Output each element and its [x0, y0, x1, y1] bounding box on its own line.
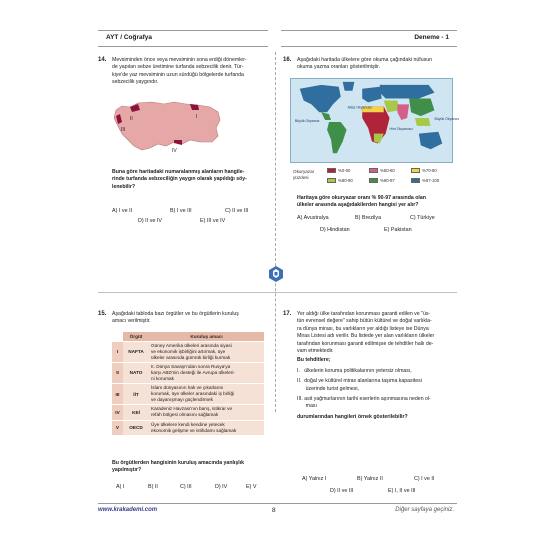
q15-option-b[interactable]: B) II	[148, 484, 158, 490]
organization-purpose	[149, 420, 264, 435]
q16-option-c[interactable]: C) Türkiye	[410, 215, 435, 221]
q16-question-line: ülkeler arasında aşağıdakilerden hangisi yer alır?	[297, 202, 419, 209]
next-page-note: Diğer sayfaya geçiniz.	[395, 507, 454, 513]
q14-option-a[interactable]: A) I ve II	[112, 208, 133, 214]
table-row	[112, 405, 264, 420]
q17-item-i: I. ülkelerin koruma politikalarının yetersiz olması,	[297, 367, 412, 374]
q15-option-a[interactable]: A) I	[116, 484, 125, 490]
legend-label: %90-97	[380, 178, 395, 183]
legend-swatch	[411, 178, 420, 183]
purpose-line: Karadeniz Havzası'nın barış, istikrar ve	[151, 406, 233, 412]
q17-line: vam etmektedir.	[297, 348, 334, 355]
table-row	[112, 341, 264, 362]
organizations-table	[112, 332, 264, 435]
ocean-label-indian: Hint Okyanusu	[389, 126, 413, 131]
purpose-line: korumak, üye ülkeler arasındaki iş birliği	[151, 391, 235, 397]
q17-number: 17.	[283, 311, 292, 317]
map-label-i: I	[196, 114, 198, 120]
q14-option-c[interactable]: C) II ve III	[225, 208, 249, 214]
q16-option-d[interactable]: D) Hindistan	[320, 227, 350, 233]
middle-east	[384, 100, 400, 112]
q15-line: amacı verilmiştir.	[112, 318, 151, 325]
q15-line: Aşağıdaki tabloda bazı örgütler ve bu örgütlerin kuruluş	[112, 311, 239, 317]
q17-line: ra dünya mirası, bu varlıkların yer aldığı listeye ise Dünya	[297, 325, 429, 332]
legend-item	[327, 178, 353, 183]
south-america	[327, 122, 347, 153]
purpose-line: İslam dünyasının hak ve çıkarlarını	[151, 385, 224, 391]
row-number: III	[112, 384, 123, 405]
legend-swatch	[369, 178, 378, 183]
purpose-line: Güney Amerika ülkeleri arasında siyasi	[151, 342, 232, 348]
legend-swatch	[369, 168, 378, 173]
column-divider	[275, 52, 276, 412]
q17-option-a[interactable]: A) Yalnız I	[302, 476, 327, 482]
exam-title: Deneme - 1	[414, 34, 449, 41]
q17-item-ii-cont: üzerinde turist gelmesi,	[297, 385, 359, 392]
q17-item-iii: III. asit yağmurlarının tarihi eserlerin aşınmasına neden ol-	[297, 396, 431, 403]
purpose-line: Üye ülkelere kendi kendine yetecek	[151, 421, 225, 427]
table-header-blank	[112, 332, 123, 341]
legend-label: %97-100	[422, 178, 440, 183]
ocean-label-pacific-west: Büyük Okyanus	[294, 118, 320, 123]
map-label-iii: III	[121, 127, 126, 133]
footer-website[interactable]: www.krakademi.com	[98, 507, 158, 513]
q17-line: Miras Listesi adı verilir. Bu listede yer alan varlıkların ülkeler	[297, 333, 435, 340]
legend-item	[411, 168, 437, 173]
q17-question: durumlarından hangileri örnek gösterilebilir?	[297, 413, 408, 420]
table-header-row	[112, 332, 264, 341]
legend-label: %70-80	[422, 168, 437, 173]
q14-option-d[interactable]: D) II ve IV	[138, 218, 162, 224]
table-row	[112, 362, 264, 383]
q16-line: okuma yazma oranları gösterilmiştir.	[297, 64, 381, 71]
turkey-outline	[114, 102, 220, 150]
legend-label: %80-90	[338, 178, 353, 183]
q17-option-e[interactable]: E) I, II ve III	[388, 488, 416, 494]
publisher-logo-icon	[269, 266, 283, 282]
central-america	[321, 112, 331, 120]
legend-label: %50-60	[380, 168, 395, 173]
table-header-organization: Örgüt	[123, 332, 149, 341]
q15-question-line: Bu örgütlerden hangisinin kuruluş amacında yanlışlık	[112, 460, 245, 466]
legend-item	[411, 178, 439, 183]
legend-swatch	[411, 168, 420, 173]
region-iv	[174, 140, 182, 145]
q16-option-a[interactable]: A) Avustralya	[297, 215, 329, 221]
organization-name: OECD	[123, 420, 149, 435]
southeast-asia	[415, 118, 431, 126]
purpose-line: II. Dünya Savaşı'ndan sonra Rusya'ya	[151, 363, 231, 369]
row-number: II	[112, 362, 123, 383]
q15-question	[112, 460, 270, 475]
legend-item	[369, 168, 395, 173]
q16-option-e[interactable]: E) Pakistan	[384, 227, 412, 233]
q17-line: tarafından korunması garanti edilmişse de tehditler haliı de-	[297, 340, 434, 347]
organization-name: KEİ	[123, 405, 149, 420]
europe	[362, 87, 382, 103]
russia	[380, 85, 435, 99]
q17-option-b[interactable]: B) Yalnız II	[357, 476, 383, 482]
q14-option-e[interactable]: E) III ve IV	[200, 218, 226, 224]
q17-item-ii: II. doğal ve kültürel miras alanlarına taşıma kapasitesi	[297, 378, 422, 385]
organization-name: NAFTA	[123, 341, 149, 362]
map-legend	[293, 168, 453, 190]
q15-option-c[interactable]: C) III	[180, 484, 192, 490]
q17-line: Yer aldığı ülke tarafından korunması garanti edilen ve "üs-	[297, 311, 431, 317]
q17-line: tün evrensel değere" sahip bütün kültürel ve doğal varlıkla-	[297, 318, 432, 325]
header-left	[98, 30, 268, 47]
table-row	[112, 384, 264, 405]
ocean-label-atlantic: Atlas Okyanusu	[347, 105, 373, 110]
q14-question-line: Buna göre haritadaki numaralanmış alanların hangile-	[112, 169, 245, 175]
q14-line: kiye'de yaz mevsiminin uzun sürdüğü bölgelerde turfanda	[112, 71, 244, 78]
row-number: V	[112, 420, 123, 435]
table-row	[112, 420, 264, 435]
q16-stem	[297, 57, 457, 72]
south-africa	[374, 134, 384, 144]
organization-purpose	[149, 384, 264, 405]
page-number: 8	[272, 507, 276, 514]
q16-option-b[interactable]: B) Brezilya	[355, 215, 382, 221]
purpose-line: karşı ABD'nin desteği ile Avrupa ülkeleri-	[151, 369, 235, 375]
q14-question-line: rinde turfanda sebzeciliğin yaygın olarak yapıldığı söy-	[112, 176, 247, 183]
q14-number: 14.	[98, 57, 107, 63]
q16-question-line: Haritaya göre okuryazar oranı % 90-97 arasında olan	[297, 195, 426, 201]
q17-option-d[interactable]: D) II ve III	[330, 488, 354, 494]
south-asia	[397, 104, 409, 120]
footer-rule	[98, 503, 457, 504]
q14-stem	[112, 57, 270, 87]
q17-subtitle: Bu tehditlere;	[297, 357, 331, 364]
q15-stem	[112, 311, 270, 326]
ocean-label-pacific-east: Büyük Okyanus	[434, 117, 459, 122]
q14-line: sebzecilik yaygındır.	[112, 79, 159, 86]
organization-name: İİT	[123, 384, 149, 405]
purpose-line: ekonomik gelişme ve istihdamı sağlamak	[151, 427, 237, 433]
legend-title: Okuryazar yüzdesi	[293, 169, 315, 180]
map-label-iv: IV	[172, 148, 177, 154]
legend-item	[369, 178, 395, 183]
legend-item	[327, 168, 350, 173]
greenland	[343, 82, 355, 91]
q15-question-line: yapılmıştır?	[112, 467, 142, 474]
organization-purpose	[149, 341, 264, 362]
subject-title: AYT / Coğrafya	[106, 34, 152, 41]
q16-question	[297, 195, 457, 210]
purpose-line: refah bölgesi olmasını sağlamak	[151, 412, 219, 418]
q14-question-line: lenebilir?	[112, 183, 136, 190]
purpose-line: ve ekonomik işbirliğini artırmak, üye	[151, 348, 226, 354]
q16-line: Aşağıdaki haritada ülkelere göre okuma çağındaki nüfusun	[297, 57, 432, 63]
purpose-line: ve dayanışmayı güçlendirmek	[151, 397, 214, 403]
legend-label: %0-50	[338, 168, 351, 173]
row-number: IV	[112, 405, 123, 420]
q15-option-e[interactable]: E) V	[246, 484, 257, 490]
header-right	[281, 30, 457, 47]
q15-option-d[interactable]: D) IV	[215, 484, 228, 490]
east-asia	[409, 99, 434, 117]
legend-swatch	[327, 178, 336, 183]
organization-purpose	[149, 362, 264, 383]
organization-name: NATO	[123, 362, 149, 383]
q14-line: de yapılan sebze üretimine turfanda sebzecilik denir. Tür-	[112, 64, 244, 71]
q17-stem	[297, 311, 457, 421]
q17-item-iii-cont: ması	[297, 403, 317, 410]
q14-line: Mevsiminden önce veya mevsiminin sona erdiği dönemler-	[112, 57, 247, 63]
purpose-line: ülkeler arasında gümrük birliği kurmak	[151, 354, 231, 360]
q14-question	[112, 169, 270, 191]
q17-option-c[interactable]: C) I ve II	[414, 476, 435, 482]
table-header-purpose: Kuruluş amacı	[149, 332, 264, 341]
legend-swatch	[327, 168, 336, 173]
world-literacy-map	[290, 78, 459, 163]
row-number: I	[112, 341, 123, 362]
organization-purpose	[149, 405, 264, 420]
q15-number: 15.	[98, 311, 107, 317]
north-america	[300, 85, 341, 112]
purpose-line: ni korumak	[151, 375, 174, 381]
q16-number: 16.	[283, 57, 292, 63]
map-label-ii: II	[130, 116, 133, 122]
australia	[419, 132, 442, 150]
turkey-map	[112, 98, 224, 156]
section-divider	[98, 292, 457, 293]
q14-option-b[interactable]: B) I ve III	[170, 208, 192, 214]
